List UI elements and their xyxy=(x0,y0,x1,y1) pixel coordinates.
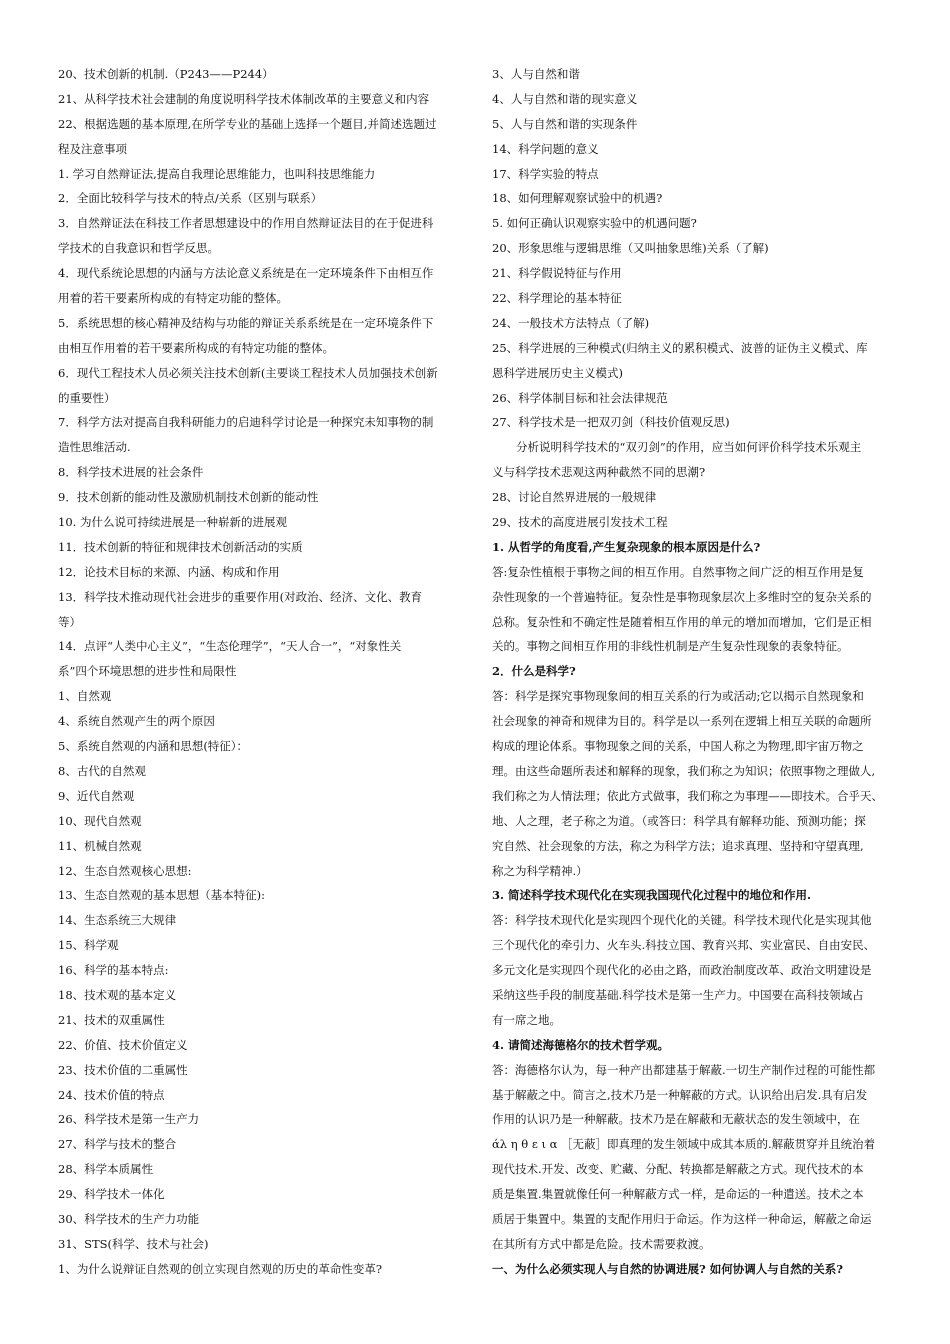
question-heading: 4. 请简述海德格尔的技术哲学观。 xyxy=(492,1037,670,1052)
text-line: 7．科学方法对提高自我科研能力的启迪科学讨论是一种探究未知事物的制 xyxy=(58,415,434,430)
text-line: 9．技术创新的能动性及激励机制技术创新的能动性 xyxy=(58,490,319,505)
question-heading: 一、为什么必须实现人与自然的协调进展? 如何协调人与自然的关系? xyxy=(492,1261,843,1276)
text-line: 30、科学技术的生产力功能 xyxy=(58,1211,200,1226)
text-line: 现代技术.开发、改变、贮藏、分配、转换都是解蔽之方式。现代技术的本 xyxy=(492,1162,864,1177)
text-line: 由相互作用着的若干要素所构成的有特定功能的整体。 xyxy=(58,340,334,355)
text-line: 我们称之为人情法理；依此方式做事，我们称之为事理——即技术。合乎天、 xyxy=(492,788,883,803)
text-line: άλ η θ ε ι α ［无蔽］即真理的发生领域中成其本质的.解蔽贯穿并且统治着 xyxy=(492,1137,876,1152)
text-line: 答：海德格尔认为，每一种产出都建基于解蔽.一切生产制作过程的可能性都 xyxy=(492,1062,876,1077)
text-line: 14、生态系统三大规律 xyxy=(58,913,177,928)
text-line: 多元文化是实现四个现代化的必由之路，而政治制度改革、政治文明建设是 xyxy=(492,963,872,978)
text-line: 有一席之地。 xyxy=(492,1012,561,1027)
text-line: 22、科学理论的基本特征 xyxy=(492,291,622,306)
text-line: 地、人之理，老子称之为道。（或答曰：科学具有解释功能、预测功能；探 xyxy=(492,813,866,828)
text-line: 11、机械自然观 xyxy=(58,838,142,853)
text-line: 杂性现象的一个普遍特征。复杂性是事物现象层次上多维时空的复杂关系的 xyxy=(492,589,872,604)
text-line: 关的。事物之间相互作用的非线性机制是产生复杂性现象的表象特征。 xyxy=(492,639,849,654)
text-line: 26、科学体制目标和社会法律规范 xyxy=(492,390,668,405)
text-line: 4、人与自然和谐的现实意义 xyxy=(492,91,638,106)
text-line: 义与科学技术悲观这两种截然不同的思潮? xyxy=(492,465,706,480)
text-line: 造性思维活动. xyxy=(58,440,131,455)
text-line: 理。由这些命题所表述和解释的现象，我们称之为知识；依照事物之理做人, xyxy=(492,763,876,778)
text-line: 26、科学技术是第一生产力 xyxy=(58,1112,200,1127)
right-column xyxy=(492,62,908,1282)
text-line: 1、自然观 xyxy=(58,689,112,704)
text-line: 29、技术的高度进展引发技术工程 xyxy=(492,515,668,530)
text-line: 基于解蔽之中。简言之,技术乃是一种解蔽的方式。认识给出启发.具有启发 xyxy=(492,1087,868,1102)
text-line: 质是集置.集置就像任何一种解蔽方式一样，是命运的一种遣送。技术之本 xyxy=(492,1187,864,1202)
text-line: 12、生态自然观核心思想: xyxy=(58,863,192,878)
text-line: 14．点评“人类中心主义”，“生态伦理学”，“天人合一”，“对象性关 xyxy=(58,639,402,654)
text-line: 社会现象的神奇和规律为目的。科学是以一系列在逻辑上相互关联的命题所 xyxy=(492,714,872,729)
text-line: 3．自然辩证法在科技工作者思想建设中的作用自然辩证法目的在于促进科 xyxy=(58,216,434,231)
text-line: 12．论技术目标的来源、内涵、构成和作用 xyxy=(58,564,280,579)
text-line: 1. 学习自然辩证法,提高自我理论思维能力，也叫科技思维能力 xyxy=(58,166,376,181)
text-line: 恩科学进展历史主义模式) xyxy=(492,365,623,380)
question-heading: 3. 简述科学技术现代化在实现我国现代化过程中的地位和作用. xyxy=(492,888,812,903)
text-line: 21、从科学技术社会建制的角度说明科学技术体制改革的主要意义和内容 xyxy=(58,91,430,106)
text-line: 8．科学技术进展的社会条件 xyxy=(58,465,204,480)
text-line: 10、现代自然观 xyxy=(58,813,142,828)
text-line: 24、技术价值的特点 xyxy=(58,1087,165,1102)
text-line: 20、形象思维与逻辑思维（又叫抽象思维)关系（了解) xyxy=(492,241,769,256)
text-line: 分析说明科学技术的“双刃剑”的作用，应当如何评价科学技术乐观主 xyxy=(516,440,862,455)
text-line: 13．科学技术推动现代社会进步的重要作用(对政治、经济、文化、教育 xyxy=(58,589,423,604)
text-line: 3、人与自然和谐 xyxy=(492,67,580,81)
text-line: 31、STS(科学、技术与社会) xyxy=(58,1236,209,1251)
text-line: 质居于集置中。集置的支配作用归于命运。作为这样一种命运，解蔽之命运 xyxy=(492,1211,872,1226)
text-line: 三个现代化的牵引力、火车头.科技立国、教育兴邦、实业富民、自由安民、 xyxy=(492,938,876,953)
text-line: 究自然、社会现象的方法，称之为科学方法；追求真理、坚持和守望真理, xyxy=(492,838,864,853)
text-line: 15、科学观 xyxy=(58,938,119,953)
text-line: 总称。复杂性和不确定性是随着相互作用的单元的增加而增加，它们是正相 xyxy=(492,614,872,629)
question-heading: 1. 从哲学的角度看,产生复杂现象的根本原因是什么? xyxy=(492,539,761,554)
text-line: 5. 如何正确认识观察实验中的机遇问题? xyxy=(492,216,697,231)
text-line: 答：科学技术现代化是实现四个现代化的关键。科学技术现代化是实现其他 xyxy=(492,913,872,928)
text-line: 13、生态自然观的基本思想（基本特征): xyxy=(58,888,265,903)
text-line: 18、如何理解观察试验中的机遇? xyxy=(492,191,663,206)
text-line: 1、为什么说辩证自然观的创立实现自然观的历史的革命性变革? xyxy=(58,1261,382,1276)
text-line: 在其所有方式中都是危险。技术需要救渡。 xyxy=(492,1236,711,1251)
text-line: 20、技术创新的机制.（P243——P244） xyxy=(58,67,274,81)
text-line: 14、科学问题的意义 xyxy=(492,141,599,156)
left-column xyxy=(58,62,460,1282)
text-line: 22、根据选题的基本原理,在所学专业的基础上选择一个题目,并简述选题过 xyxy=(58,116,437,131)
text-line: 24、一般技术方法特点（了解) xyxy=(492,315,650,330)
text-line: 21、科学假说特征与作用 xyxy=(492,266,622,281)
text-line: 4、系统自然观产生的两个原因 xyxy=(58,714,215,729)
text-line: 答：科学是探究事物现象间的相互关系的行为或活动;它以揭示自然现象和 xyxy=(492,689,864,704)
text-line: 17、科学实验的特点 xyxy=(492,166,599,181)
text-line: 27、科学技术是一把双刃剑（科技价值观反思) xyxy=(492,415,730,430)
text-line: 等） xyxy=(58,614,81,629)
text-line: 22、价值、技术价值定义 xyxy=(58,1037,188,1052)
text-line: 5、人与自然和谐的实现条件 xyxy=(492,116,638,131)
text-line: 学技术的自我意识和哲学反思。 xyxy=(58,241,219,256)
text-line: 答:复杂性植根于事物之间的相互作用。自然事物之间广泛的相互作用是复 xyxy=(492,564,864,579)
text-line: 16、科学的基本特点: xyxy=(58,963,169,978)
text-line: 6．现代工程技术人员必须关注技术创新(主要谈工程技术人员加强技术创新 xyxy=(58,365,438,380)
text-line: 采纳这些手段的制度基础.科学技术是第一生产力。中国要在高科技领域占 xyxy=(492,987,864,1002)
text-line: 5、系统自然观的内涵和思想(特征）： xyxy=(58,739,249,754)
text-line: 作用的认识乃是一种解蔽。技术乃是在解蔽和无蔽状态的发生领域中，在 xyxy=(492,1112,860,1127)
text-line: 4．现代系统论思想的内涵与方法论意义系统是在一定环境条件下由相互作 xyxy=(58,266,434,281)
text-line: 28、讨论自然界进展的一般规律 xyxy=(492,490,657,505)
text-line: 11．技术创新的特征和规律技术创新活动的实质 xyxy=(58,539,303,554)
text-line: 称之为科学精神.） xyxy=(492,863,588,878)
text-line: 29、科学技术一体化 xyxy=(58,1187,165,1202)
text-line: 18、技术观的基本定义 xyxy=(58,987,177,1002)
text-line: 21、技术的双重属性 xyxy=(58,1012,165,1027)
text-line: 2．全面比较科学与技术的特点/关系（区别与联系） xyxy=(58,191,323,206)
text-line: 9、近代自然观 xyxy=(58,788,135,803)
text-line: 27、科学与技术的整合 xyxy=(58,1137,177,1152)
text-line: 程及注意事项 xyxy=(58,141,127,156)
text-line: 用着的若干要素所构成的有特定功能的整体。 xyxy=(58,291,288,306)
text-line: 28、科学本质属性 xyxy=(58,1162,154,1177)
text-line: 23、技术价值的二重属性 xyxy=(58,1062,188,1077)
text-line: 系”四个环境思想的进步性和局限性 xyxy=(58,664,237,679)
text-line: 25、科学进展的三种模式(归纳主义的累积模式、波普的证伪主义模式、库 xyxy=(492,340,868,355)
text-line: 8、古代的自然观 xyxy=(58,763,146,778)
question-heading: 2．什么是科学? xyxy=(492,664,576,679)
text-line: 10. 为什么说可持续进展是一种崭新的进展观 xyxy=(58,515,287,530)
text-line: 5．系统思想的核心精神及结构与功能的辩证关系系统是在一定环境条件下 xyxy=(58,315,434,330)
text-line: 构成的理论体系。事物现象之间的关系，中国人称之为物理,即宇宙万物之 xyxy=(492,739,864,754)
text-line: 的重要性） xyxy=(58,390,116,405)
